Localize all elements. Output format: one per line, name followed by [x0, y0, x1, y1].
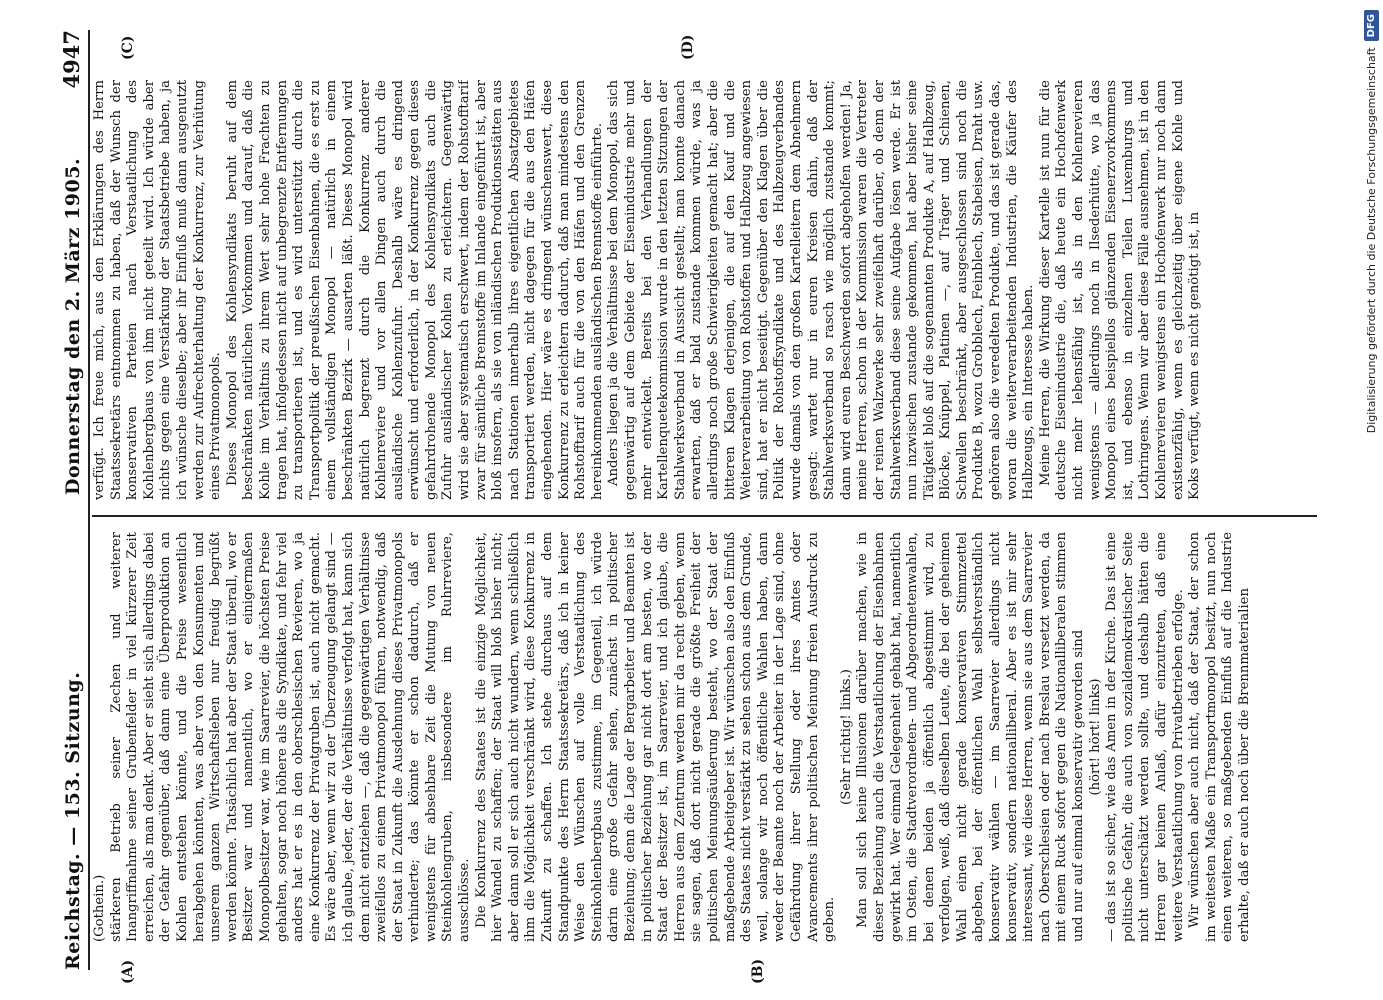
margin-mark-a: (A) — [120, 959, 136, 984]
paragraph: Meine Herren, die Wirkung dieser Kartelle ist nun für die deutsche Eisenindustrie die, daß heute ein Hochofenwerk nicht mehr lebensfähig ist, als in den Kohlenrevieren wenigstens — allerdings noch in Ilsederhütte, wo ja das Monopol eines beispiellos glänzenden Eisenerzvorkommens ist, und ebenso in einzelnen Teilen Luxemburgs und Lothringens. Wenn wir aber diese Fälle ausnehmen, ist in den Kohlenrevieren wenigstens ein Hochofenwerk nur noch dann existenzfähig, wenn es gleichzeitig über eigene Kohle und Koks verfügt, wenn es nicht genötigt ist, in — [1037, 80, 1203, 500]
margin-mark-c: (C) — [120, 35, 136, 60]
page-header — [44, 30, 90, 970]
right-column — [92, 80, 1317, 500]
digitization-credit — [1364, 10, 1379, 433]
page-number: 4947 — [59, 30, 84, 89]
header-date: Donnerstag den 2. März 1905. — [62, 157, 84, 495]
credit-text: Digitalisierung gefördert durch die Deutsche Forschungsgemeinschaft — [1365, 47, 1378, 434]
header-session: Reichstag. — 153. Sitzung. — [62, 671, 84, 970]
column-divider — [92, 515, 1317, 517]
paragraph: Dieses Monopol des Kohlensyndikats beruht auf dem beschränkten natürlichen Vorkommen und darauf, daß die Kohle im Verhältnis zu ihrem Wert sehr hohe Frachten zu tragen hat, infolgedessen nicht auf unbegrenzte Entfernungen zu transportieren ist, und es wird unterstützt durch die Transportpolitik der preußischen Eisenbahnen, die es erst zu einem vollständigen Monopol — natürlich in einem beschränkten Bezirk — ausarten läßt. Dieses Monopol wird natürlich begrenzt durch die Konkurrenz anderer Kohlenreviere und vor allen Dingen auch durch die ausländische Kohlenzufuhr. Deshalb wäre es dringend erwünscht und erforderlich, in der Konkurrenz gegen dieses gefahrdrohende Monopol des Kohlensyndikats auch die Zufuhr ausländischer Kohlen zu erleichtern. Gegenwärtig wird sie aber systematisch erschwert, indem der Rohstofftarif zwar für sämtliche Brennstoffe im Inlande eingeführt ist, aber bloß insofern, als sie von inländischen Produktionsstätten aus nach Stationen innerhalb ihres eigentlichen Absatzgebietes transportiert werden, nicht dagegen für die aus den Häfen eingehenden. Hier wäre es dringend wünschenswert, diese Konkurrenz zu erleichtern dadurch, daß man mindestens den Rohstofftarif auch für die von den Häfen und den Grenzen hereinkommenden ausländischen Brennstoffe einführte. — [224, 80, 605, 500]
paragraph: Anders liegen ja die Verhältnisse bei dem Monopol, das sich gegenwärtig auf dem Gebiete der Eisenindustrie mehr und mehr entwickelt. Bereits bei den Verhandlungen der Kartellenquetekommission wurde in den letzten Sitzungen der Stahlwerksverband in Aussicht gestellt; man konnte danach erwarten, daß er bald zustande kommen würde, was ja allerdings noch große Schwierigkeiten gemacht hat; aber die bitteren Klagen derjenigen, die auf den Kauf und die Weiterverarbeitung von Rohstoffen und Halbzeug angewiesen sind, hat er nicht beseitigt. Gegenüber den Klagen über die Politik der Rohstoffsyndikate und des Halbzeugverbandes wurde damals von den großen Kartelleitern dem Abnehmern gesagt: wartet nur in euren Kreisen dahin, daß der Stahlwerksverband so rasch wie möglich zustande kommt; dann wird euren Beschwerden sofort abgeholfen werden! Ja, meine Herren, schon in der Kommission waren die Vertreter der reinen Walzwerke sehr zweifelhaft darüber, ob denn der Stahlwerksverband diese seine Aufgabe lösen werde. Er ist nun inzwischen zustande gekommen, hat aber bisher seine Tätigkeit bloß auf die sogenannten Produkte A, auf Halbzeug, Blöcke, Knüppel, Platinen —, auf Träger und Schienen, Schwellen beschränkt, aber ausgeschlossen sind noch die Produkte B, wozu Grobblech, Feinblech, Stabeisen, Draht usw. gehören also die veredelten Produkte, und das ist gerade das, woran die weiterverarbeitenden Industrien, die Käufer des Halbzeugs, ein Interesse haben. — [606, 80, 1037, 500]
interjection: (Sehr richtig! links.) — [838, 669, 854, 805]
paragraph: Man soll sich keine Illusionen darüber machen, wie in dieser Beziehung auch die Verstaatlichung der Eisenbahnen gewirkt hat. Wer einmal Gelegenheit gehabt hat, namentlich im Osten, die Stadtverordneten- und Abgeordnetenwahlen, bei denen beiden ja öffentlich abgestimmt wird, zu verfolgen, weiß, daß dieselben Leute, die bei der geheimen Wahl einen nicht gerade konservativen Stimmzettel abgeben, bei der öffentlichen Wahl selbstverständlich konservativ wählen — im Saarrevier allerdings nicht konservativ, sondern nationalliberal. Aber es ist mir sehr interessant, wie diese Herren, wenn sie aus dem Saarrevier nach Oberschlesien oder nach Breslau versetzt werden, da mit einem Ruck sofort gegen die Nationalliberalen stimmen und nur auf einmal konservativ geworden sind — [855, 532, 1087, 942]
paragraph: stärkeren Betrieb seiner Zechen und weiterer Inangriffnahme seiner Grubenfelder in viel kürzerer Zeit erreichen, als man denkt. Aber er sieht sich allerdings dabei der Gefahr gegenüber, daß dann eine Überproduktion an Kohlen entstehen könnte, und die Preise wesentlich herabgehen könnten, was aber von den Konsumenten und unserem ganzen Wirtschaftsleben nur freudig begrüßt werden könnte. Tatsächlich hat aber der Staat überall, wo er Besitzer war und namentlich, wo er einigermaßen Monopolbesitzer war, wie im Saarrevier, die höchsten Preise gehalten, sogar noch höhere als die Syndikate, und fehr viel anders hat er es in den oberschlesischen Revieren, wo ja eine Konkurrenz der Privatgruben ist, auch nicht gemacht. Es wäre aber, wenn wir zu der Überzeugung gelangt sind — ich glaube, jeder, der die Verhältnisse verfolgt hat, kann sich dem nicht entziehen —, daß die gegenwärtigen Verhältnisse zweifellos zu einem Privatmonopol führen, notwendig, daß der Staat in Zukunft die Ausdehnung dieses Privatmonopols verhinderte; das könnte er schon dadurch, daß er wenigstens für absehbare Zeit die Mutung von neuen Steinkohlengruben, insbesondere im Ruhrreviere, ausschlösse. — [108, 532, 473, 942]
left-column — [92, 532, 1317, 942]
speaker-name: (Gothein.) — [92, 874, 107, 942]
interjection: (hört! hört! links) — [1087, 678, 1103, 796]
paragraph: Wir wünschen aber auch nicht, daß der Staat, der schon im weitesten Maße ein Transportmonopol besitzt, nun noch einen weiteren, so maßgebenden Einfluß auf die Industrie erhalte, daß er auch noch über die Brennmaterialien — [1187, 532, 1252, 942]
paragraph: — das ist so sicher, wie das Amen in der Kirche. Das ist eine politische Gefahr, die auch von sozialdemokratischer Seite nicht unterschätzt werden sollte, und deshalb hätten die Herren gar keinen Anlaß, dafür einzutreten, daß eine weitere Verstaatlichung von Privatbetrieben erfolge. — [1104, 532, 1186, 942]
paragraph: Die Konkurrenz des Staates ist die einzige Möglichkeit, hier Wandel zu schaffen; der Staat will bloß bisher nicht; aber dann soll er sich auch nicht wundern, wenn schließlich ihm die Möglichkeit verschränkt wird, diese Konkurrenz in Zukunft zu schaffen. Ich stehe durchaus auf dem Standpunkte des Herrn Staatssekretärs, daß ich in keiner Weise den Wünschen auf volle Verstaatlichung des Steinkohlenbergbaus zustimme, im Gegenteil, ich würde darin eine große Gefahr sehen, zunächst in politischer Beziehung; denn die Lage der Bergarbeiter und Beamten ist in politischer Beziehung gar nicht dort am besten, wo der Staat der Besitzer ist, im Saarrevier, und ich glaube, die Herren aus dem Zentrum werden mir da recht geben, wenn sie sagen, daß dort nicht gerade die größte Freiheit der politischen Meinungsäußerung besteht, wo der Staat der maßgebende Arbeitgeber ist. Wir wünschen also den Einfluß des Staates nicht verstärkt zu sehen schon aus dem Grunde, weil, solange wir noch öffentliche Wahlen haben, dann weder der Beamte noch der Arbeiter in der Lage sind, ohne Gefährdung ihrer Stellung oder ihres Amtes oder Avancements ihrer politischen Meinung freien Ausdruck zu geben. — [473, 532, 838, 942]
margin-mark-b: (B) — [750, 958, 766, 984]
paragraph: verfügt. Ich freue mich, aus den Erklärungen des Herrn Staatssekretärs entnommen zu haben, daß der Wunsch der konservativen Parteien nach Verstaatlichung des Kohlenbergbaus von ihm nicht geteilt wird. Ich würde aber nichts gegen eine Verstärkung der Staatsbetriebe haben, ja ich wünsche dieselbe; aber ihr Einfluß muß dann ausgenutzt werden zur Aufrechterhaltung der Konkurrenz, zur Verhütung eines Privatmonopols. — [92, 80, 224, 500]
margin-mark-d: (D) — [680, 34, 696, 60]
dfg-logo: DFG — [1364, 10, 1379, 41]
